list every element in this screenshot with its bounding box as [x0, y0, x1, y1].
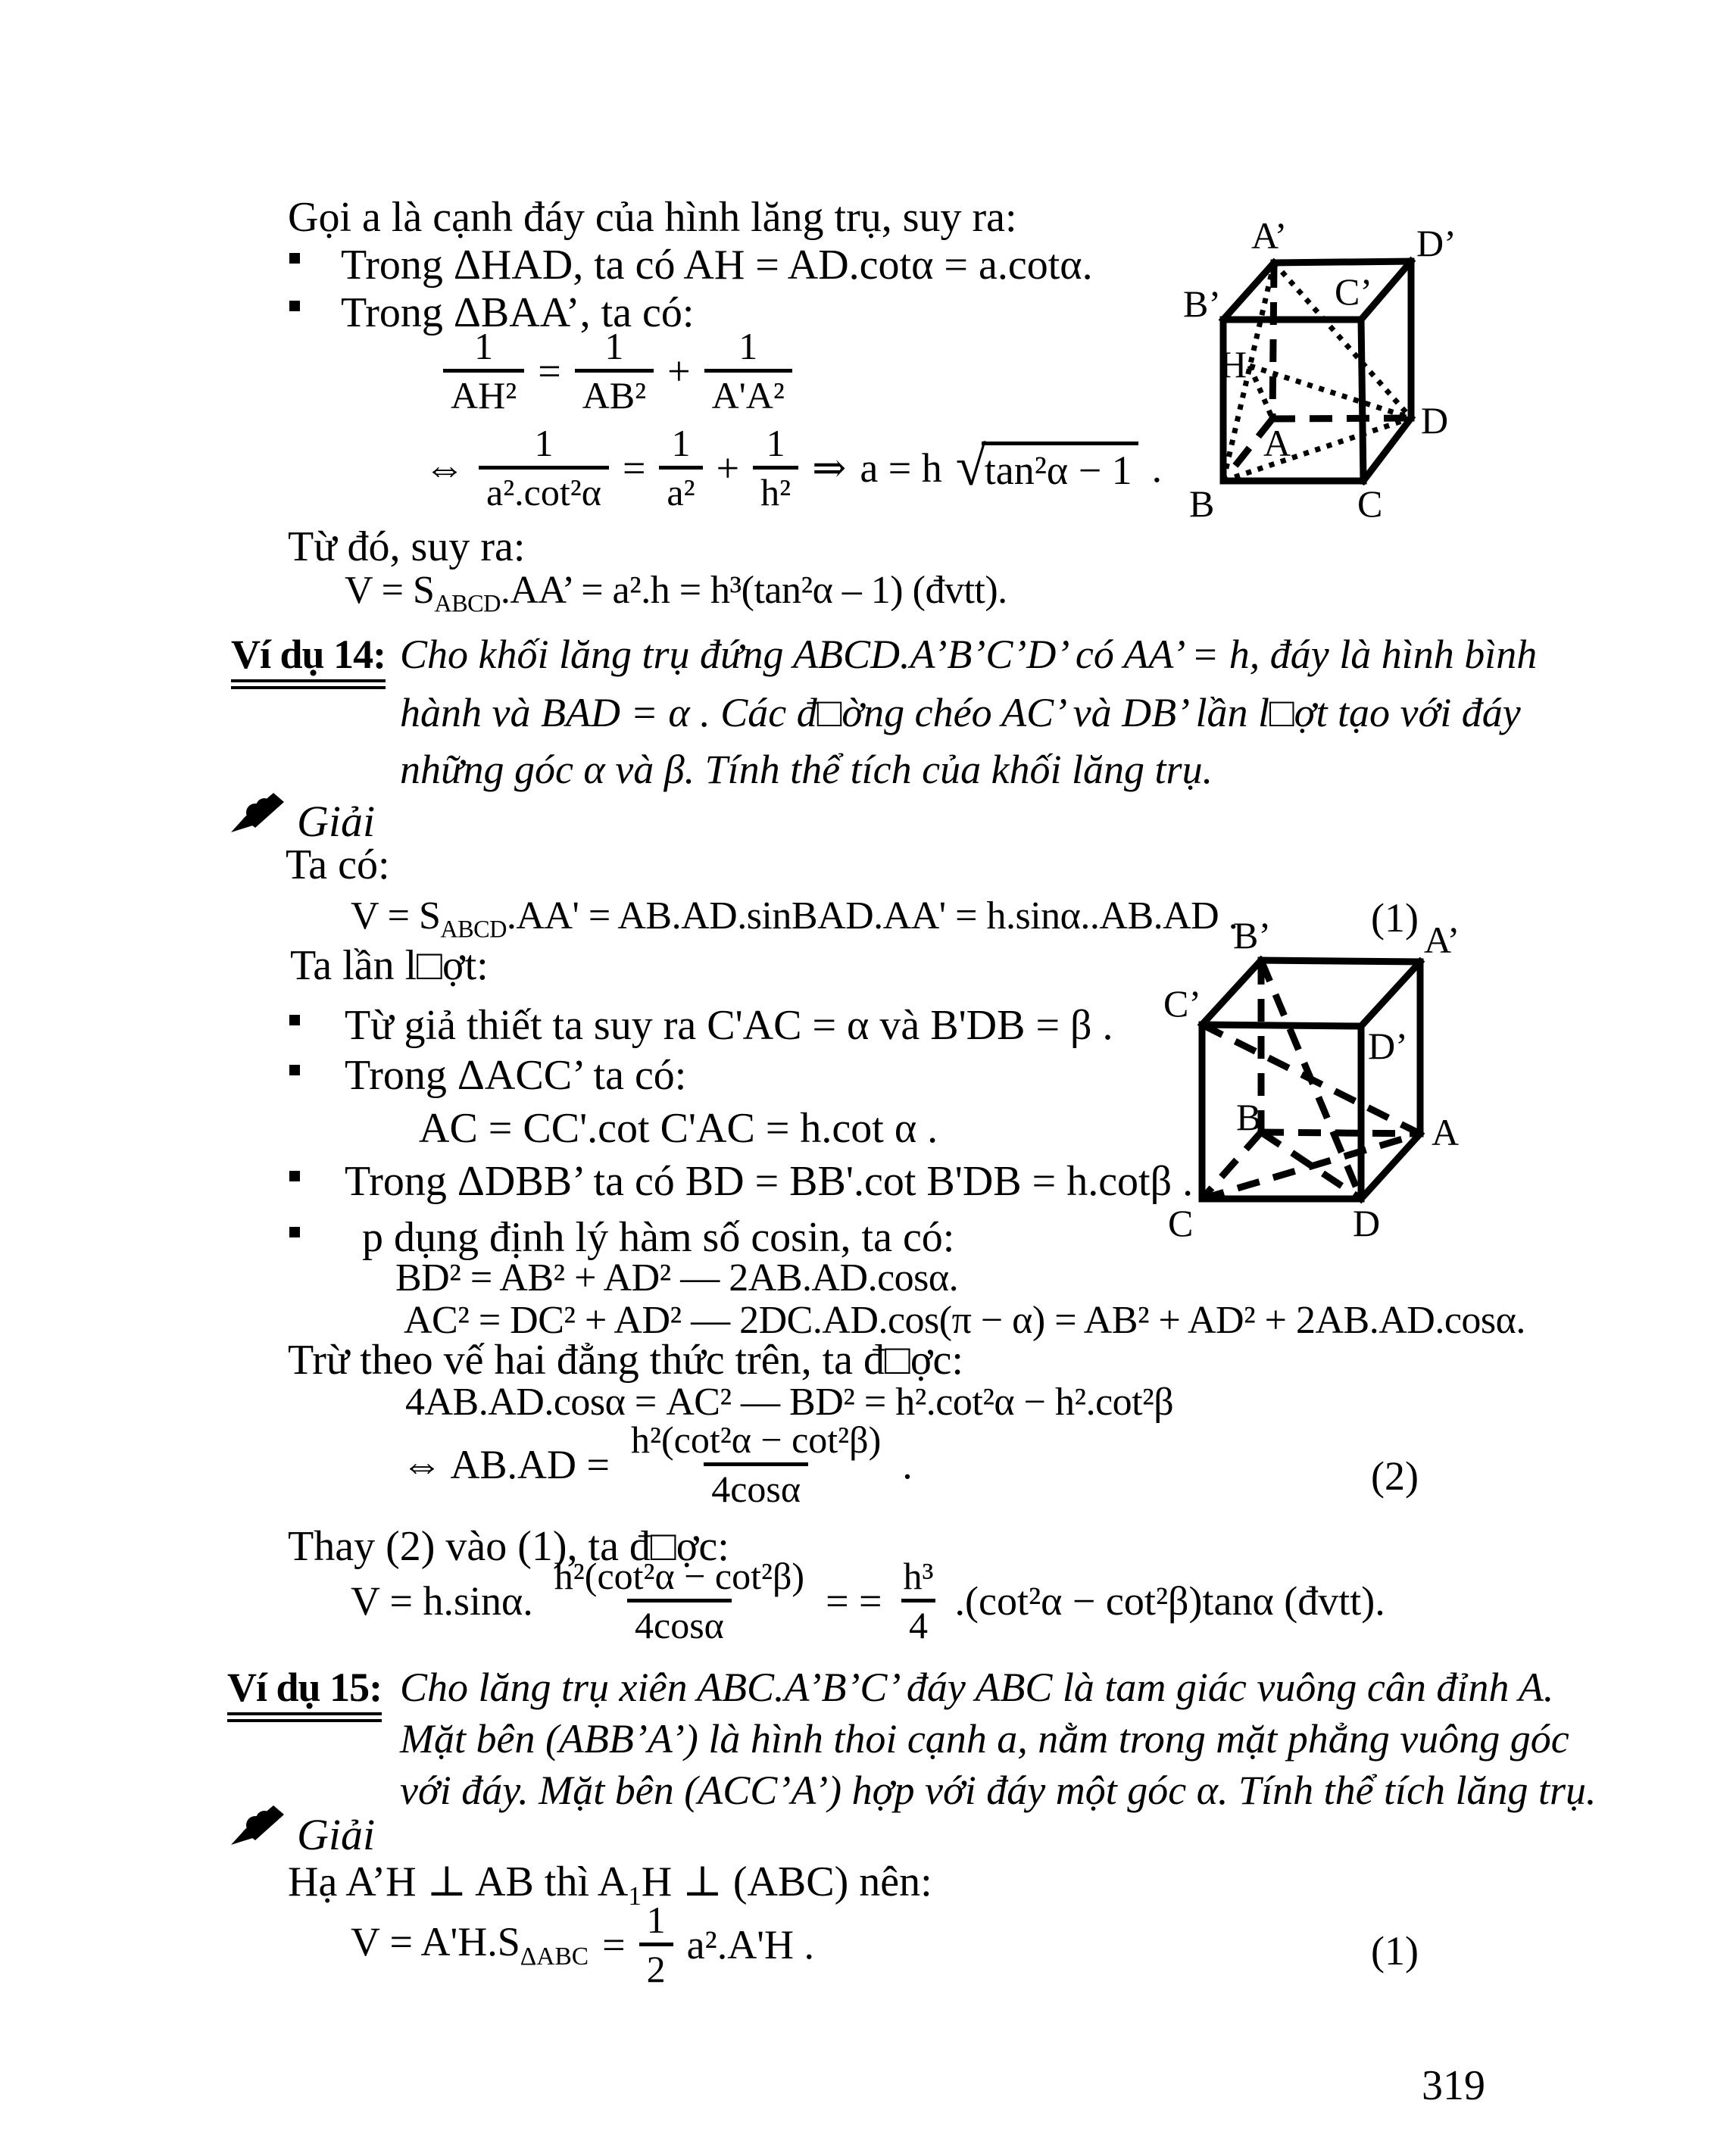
example15-line3: với đáy. Mặt bên (ACC’A’) hợp với đáy một góc α. Tính thể tích lăng trụ.: [400, 1768, 1597, 1813]
from-that-line: Từ đó, suy ra:: [288, 523, 526, 570]
eq-post: .AA' = AB.AD.sinBAD.AA' = h.sinα..AB.AD .: [506, 894, 1238, 938]
vertex-label-B': B’: [1183, 282, 1221, 325]
fraction: [659, 423, 702, 513]
vertex-label-H: H: [1219, 343, 1247, 385]
fraction-numerator: h²(cot²α − cot²β): [554, 1555, 805, 1597]
edge-AD-hidden: [1272, 418, 1411, 419]
eq-pre: V = S: [351, 894, 441, 938]
fraction: [896, 1556, 941, 1646]
prism-figure-2: [1163, 909, 1492, 1250]
iff-arrow: ⇔: [424, 445, 465, 491]
fraction: [547, 1556, 812, 1646]
bullet-square-icon: [289, 1015, 300, 1025]
equation-number-2: (2): [1371, 1453, 1419, 1499]
equals-sign: =: [622, 445, 646, 491]
bullet-square-icon: [289, 1227, 300, 1237]
equation-number-1: (1): [1371, 895, 1419, 941]
solution14-bullet1: Từ giả thiết ta suy ra C'AC = α và B'DB = β .: [345, 1002, 1113, 1049]
vertex-label-B: B: [1189, 482, 1215, 525]
equation-bottom: [351, 1899, 814, 1989]
square-root: [955, 435, 1138, 497]
fraction-numerator: h³: [903, 1555, 934, 1597]
vertex-label-C': C’: [1163, 982, 1201, 1025]
line-pre: Hạ A’H ⊥ AB thì A: [288, 1858, 629, 1905]
result-pre: a = h: [860, 445, 942, 491]
edge-BA-hidden: [1261, 1132, 1420, 1134]
vertex-label-D: D: [1421, 399, 1449, 442]
solution13-bullet1: Trong ΔHAD, ta có AH = AD.cotα = a.cotα.: [341, 242, 1093, 289]
vertex-label-C: C: [1168, 1202, 1194, 1244]
eq-subscript: ABCD: [434, 589, 501, 617]
writing-hand-icon: [229, 790, 290, 834]
fraction-denominator: 4cosα: [704, 1462, 808, 1509]
bullet-square-icon: [289, 1171, 300, 1181]
subtract-line: Trừ theo vế hai đẳng thức trên, ta đ□ợc:: [288, 1337, 963, 1384]
fraction-denominator: A'A²: [704, 369, 792, 416]
solution14-bullet4: p dụng định lý hàm số cosin, ta có:: [362, 1214, 955, 1261]
vertex-label-D: D: [1353, 1202, 1381, 1244]
giai-heading: Giải: [297, 1810, 376, 1859]
fraction: [479, 423, 609, 513]
eq-subscript: ΔABC: [520, 1942, 589, 1971]
equation-fractions-row2: [424, 423, 1162, 513]
plus-sign: +: [716, 445, 740, 491]
eq-mid: = =: [826, 1577, 882, 1624]
example15-label: Ví dụ 15:: [227, 1665, 382, 1722]
vertex-label-B: B: [1236, 1096, 1262, 1138]
eq-bd-line: BD² = AB² + AD² — 2AB.AD.cosα.: [395, 1256, 959, 1300]
equals-sign: =: [538, 348, 561, 394]
fraction: [704, 326, 792, 416]
prism-figure-1: [1166, 204, 1492, 545]
vertex-label-A': A’: [1251, 214, 1288, 257]
example15-line1: Cho lăng trụ xiên ABC.A’B’C’ đáy ABC là tam giác vuông cân đỉnh A.: [400, 1665, 1554, 1710]
edge-B'C': [1202, 960, 1261, 1025]
vertex-label-D': D’: [1416, 222, 1457, 264]
eq-lead: ⇔ AB.AD =: [401, 1441, 610, 1487]
eq-post: a².A'H .: [686, 1921, 814, 1968]
fraction-denominator: 4: [901, 1599, 935, 1646]
fraction: [753, 423, 798, 513]
vertex-label-A': A’: [1424, 919, 1460, 961]
thay-line: Thay (2) vào (1), ta đ□ợc:: [288, 1523, 729, 1570]
equation-fractions-row1: [443, 326, 792, 416]
writing-hand-icon: [229, 1802, 290, 1846]
equals-sign: =: [602, 1921, 626, 1968]
example15-heading: [227, 1663, 382, 1712]
bullet-square-icon: [289, 301, 300, 311]
solution13-intro: Gọi a là cạnh đáy của hình lăng trụ, suy ra:: [288, 194, 1017, 241]
example15-line2: Mặt bên (ABB’A’) là hình thoi cạnh a, nằm trong mặt phẳng vuông góc: [400, 1716, 1569, 1762]
fraction: [639, 1899, 673, 1989]
fraction: [575, 326, 654, 416]
fraction-numerator: 1: [604, 325, 624, 367]
ta-co-line: Ta có:: [286, 841, 390, 888]
fraction-numerator: 1: [738, 325, 758, 367]
eq-lead: V = h.sinα.: [351, 1577, 533, 1624]
segment-HA: [1250, 366, 1272, 419]
vertex-label-C': C’: [1335, 270, 1372, 313]
example14-line3: những góc α và β. Tính thể tích của khối lăng trụ.: [400, 747, 1213, 792]
edge-A'A-hidden: [1272, 265, 1274, 419]
eq-subscript: ABCD: [440, 915, 507, 943]
edge-C'D': [1202, 1025, 1361, 1026]
result-post: .: [1151, 445, 1163, 491]
fraction: [623, 1419, 888, 1509]
eq-tail: .(cot²α − cot²β)tanα (đvtt).: [954, 1577, 1385, 1624]
eq-ac-cot-line: AC = CC'.cot C'AC = h.cot α .: [419, 1105, 938, 1152]
solution14-bullet2: Trong ΔACC’ ta có:: [345, 1052, 687, 1099]
fraction-numerator: 1: [766, 422, 785, 464]
edge-B'A': [1261, 960, 1420, 962]
implies-arrow: ⇒: [812, 445, 847, 491]
vertex-label-A: A: [1263, 422, 1291, 464]
fraction-denominator: 2: [639, 1943, 673, 1989]
line-subscript: 1: [628, 1881, 642, 1911]
fraction-denominator: AB²: [575, 369, 654, 416]
edge-A'D': [1361, 962, 1420, 1026]
solution14-bullet3: Trong ΔDBB’ ta có BD = BB'.cot B'DB = h.cotβ .: [345, 1158, 1194, 1205]
ta-lan-luot-line: Ta lần l□ợt:: [290, 942, 489, 989]
fraction-denominator: AH²: [443, 369, 524, 416]
edge-A'D': [1274, 261, 1411, 263]
equation-final-volume: [351, 1556, 1385, 1646]
volume-equation: [345, 568, 1007, 617]
fraction-numerator: 1: [671, 422, 691, 464]
solution13-bullet2: Trong ΔBAA’, ta có:: [341, 289, 695, 336]
fraction-numerator: 1: [474, 325, 494, 367]
example14-line1: Cho khối lăng trụ đứng ABCD.A’B’C’D’ có AA’ = h, đáy là hình bình: [400, 632, 1538, 677]
vertex-label-D': D’: [1368, 1025, 1408, 1067]
fraction-numerator: 1: [646, 1899, 666, 1941]
vertex-label-A: A: [1432, 1111, 1460, 1153]
eq-post: .AA’ = a².h = h³(tan²α – 1) (đvtt).: [500, 569, 1007, 612]
equation-1: [351, 894, 1238, 943]
edge-C'C: [1361, 320, 1363, 481]
eq-ac-line: AC² = DC² + AD² — 2DC.AD.cos(π − α) = AB² + AD² + 2AB.AD.cosα.: [404, 1299, 1525, 1342]
equation-2: [401, 1419, 913, 1509]
edge-BC-hidden: [1202, 1132, 1261, 1199]
plus-sign: +: [667, 348, 691, 394]
line-post: H ⊥ (ABC) nên:: [641, 1858, 932, 1905]
example14-heading: [231, 630, 386, 679]
page-number: 319: [1422, 2062, 1485, 2109]
eq-pre: $V = A'H.S_{\Delta ABC}$: [351, 1918, 589, 1971]
eq-pre: V = S: [345, 569, 435, 612]
radical-sign: √: [955, 435, 986, 497]
example14-line2: hành và BAD = α . Các đ□ờng chéo AC’ và DB’ lần l□ợt tạo với đáy: [400, 690, 1521, 735]
eq-4ab-line: 4AB.AD.cosα = AC² — BD² = h².cot²α − h².cot²β: [405, 1381, 1174, 1424]
fraction-numerator: 1: [534, 422, 554, 464]
bullet-square-icon: [289, 253, 300, 264]
giai-heading: Giải: [297, 797, 376, 846]
fraction-denominator: a².cot²α: [479, 466, 609, 513]
vertex-label-B': B’: [1233, 914, 1271, 956]
fraction-denominator: 4cosα: [627, 1599, 732, 1646]
fraction-numerator: h²(cot²α − cot²β): [630, 1418, 882, 1461]
example14-label: Ví dụ 14:: [231, 632, 386, 689]
eq-tail: .: [902, 1441, 913, 1487]
fraction: [443, 326, 524, 416]
fraction-denominator: a²: [659, 466, 702, 513]
fraction-denominator: h²: [753, 466, 798, 513]
vertex-label-C: C: [1357, 482, 1383, 525]
equation-number-bottom: (1): [1371, 1928, 1419, 1974]
bullet-square-icon: [289, 1065, 300, 1075]
radicand: tan²α − 1: [982, 442, 1138, 494]
